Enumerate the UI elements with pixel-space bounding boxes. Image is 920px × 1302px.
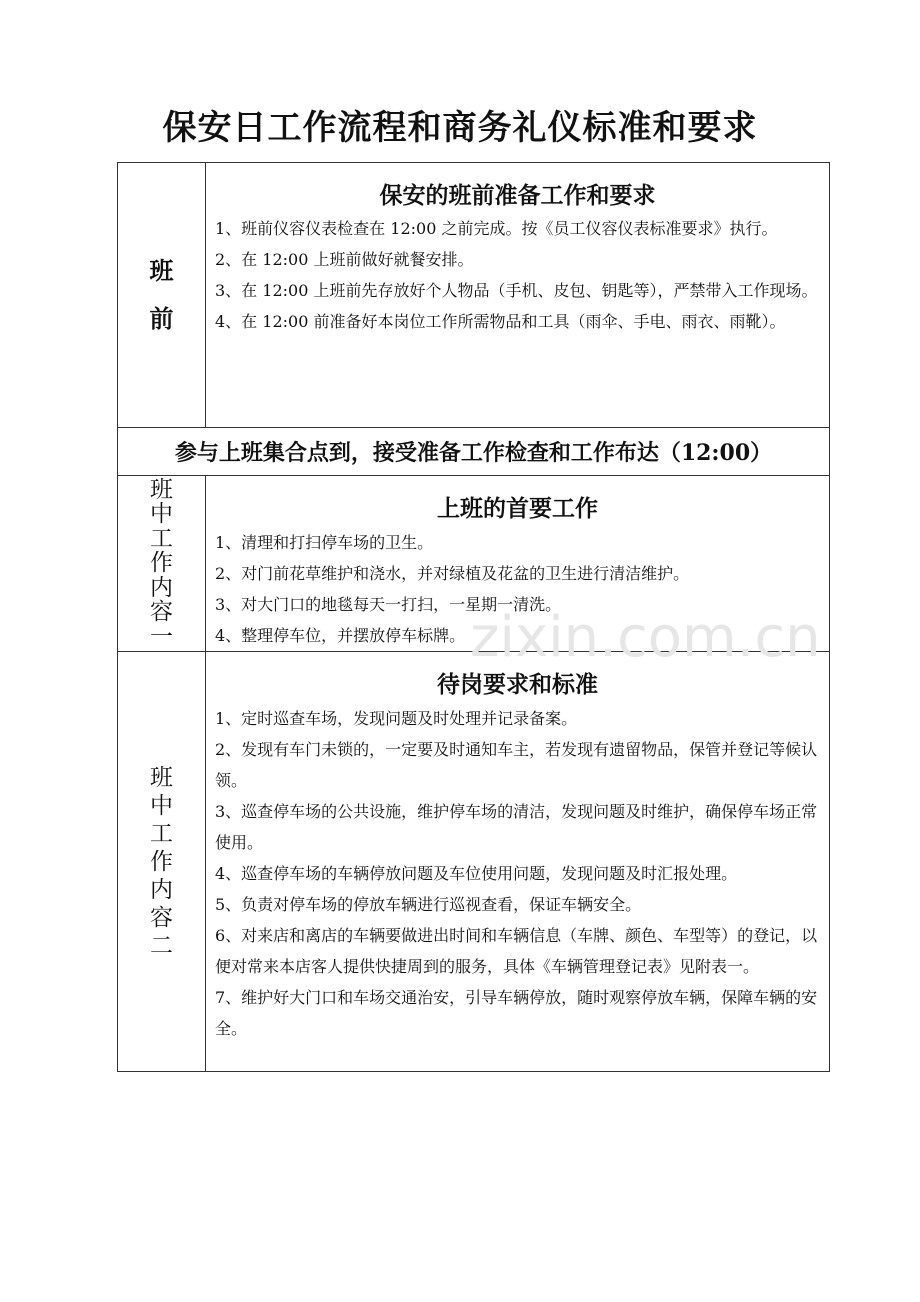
duty-2-content — [206, 652, 830, 1072]
vertical-label: 班中工作内容 二 — [150, 764, 173, 959]
list-item: 1、定时巡查车场，发现问题及时处理并记录备案。 — [215, 709, 578, 728]
section-duty-1 — [118, 476, 830, 652]
label-pre-shift — [118, 163, 206, 428]
list-item: 2、发现有车门未锁的，一定要及时通知车主，若发现有遗留物品，保管并登记等候认领。 — [215, 740, 818, 790]
label-duty-2 — [118, 652, 206, 1072]
list-item: 4、巡查停车场的车辆停放问题及车位使用问题，发现问题及时汇报处理。 — [215, 864, 738, 883]
label-char: 前 — [149, 304, 174, 333]
label-char: 班 — [149, 256, 174, 285]
banner-row — [118, 428, 830, 476]
list-item: 5、负责对停车场的停放车辆进行巡视查看，保证车辆安全。 — [215, 895, 642, 914]
list-item: 2、在 12:00 上班前做好就餐安排。 — [215, 250, 474, 269]
list-item: 3、对大门口的地毯每天一打扫，一星期一清洗。 — [215, 595, 562, 614]
list-item: 4、在 12:00 前准备好本岗位工作所需物品和工具（雨伞、手电、雨衣、雨靴）。 — [215, 312, 786, 331]
page-title: 保安日工作流程和商务礼仪标准和要求 — [162, 108, 758, 148]
list-item: 3、巡查停车场的公共设施，维护停车场的清洁，发现问题及时维护，确保停车场正常使用。 — [215, 802, 818, 852]
list-item: 6、对来店和离店的车辆要做进出时间和车辆信息（车牌、颜色、车型等）的登记，以便对常来本店客人提供快捷周到的服务，具体《车辆管理登记表》见附表一。 — [215, 926, 818, 976]
list-item: 1、班前仪容仪表检查在 12:00 之前完成。按《员工仪容仪表标准要求》执行。 — [215, 219, 778, 238]
workflow-table — [117, 162, 830, 1072]
section-duty-2 — [118, 652, 830, 1072]
list-item: 3、在 12:00 上班前先存放好个人物品（手机、皮包、钥匙等），严禁带入工作现场。 — [215, 281, 818, 300]
assembly-banner: 参与上班集合点到，接受准备工作检查和工作布达（12:00） — [118, 428, 830, 476]
list-item: 1、清理和打扫停车场的卫生。 — [215, 533, 434, 552]
list-item: 2、对门前花草维护和浇水，并对绿植及花盆的卫生进行清洁维护。 — [215, 564, 690, 583]
list-item: 4、整理停车位，并摆放停车标牌。 — [215, 626, 466, 645]
section-heading: 待岗要求和标准 — [437, 671, 598, 698]
list-item: 7、维护好大门口和车场交通治安，引导车辆停放，随时观察停放车辆，保障车辆的安全。 — [215, 988, 818, 1038]
watermark: zixin.com.cn — [470, 605, 821, 670]
pre-shift-content — [206, 163, 830, 428]
vertical-label: 班中工作内容一 — [150, 476, 173, 650]
section-heading: 上班的首要工作 — [437, 495, 598, 522]
section-pre-shift — [118, 163, 830, 428]
duty-1-content — [206, 476, 830, 652]
label-duty-1 — [118, 476, 206, 652]
section-heading: 保安的班前准备工作和要求 — [379, 182, 656, 209]
